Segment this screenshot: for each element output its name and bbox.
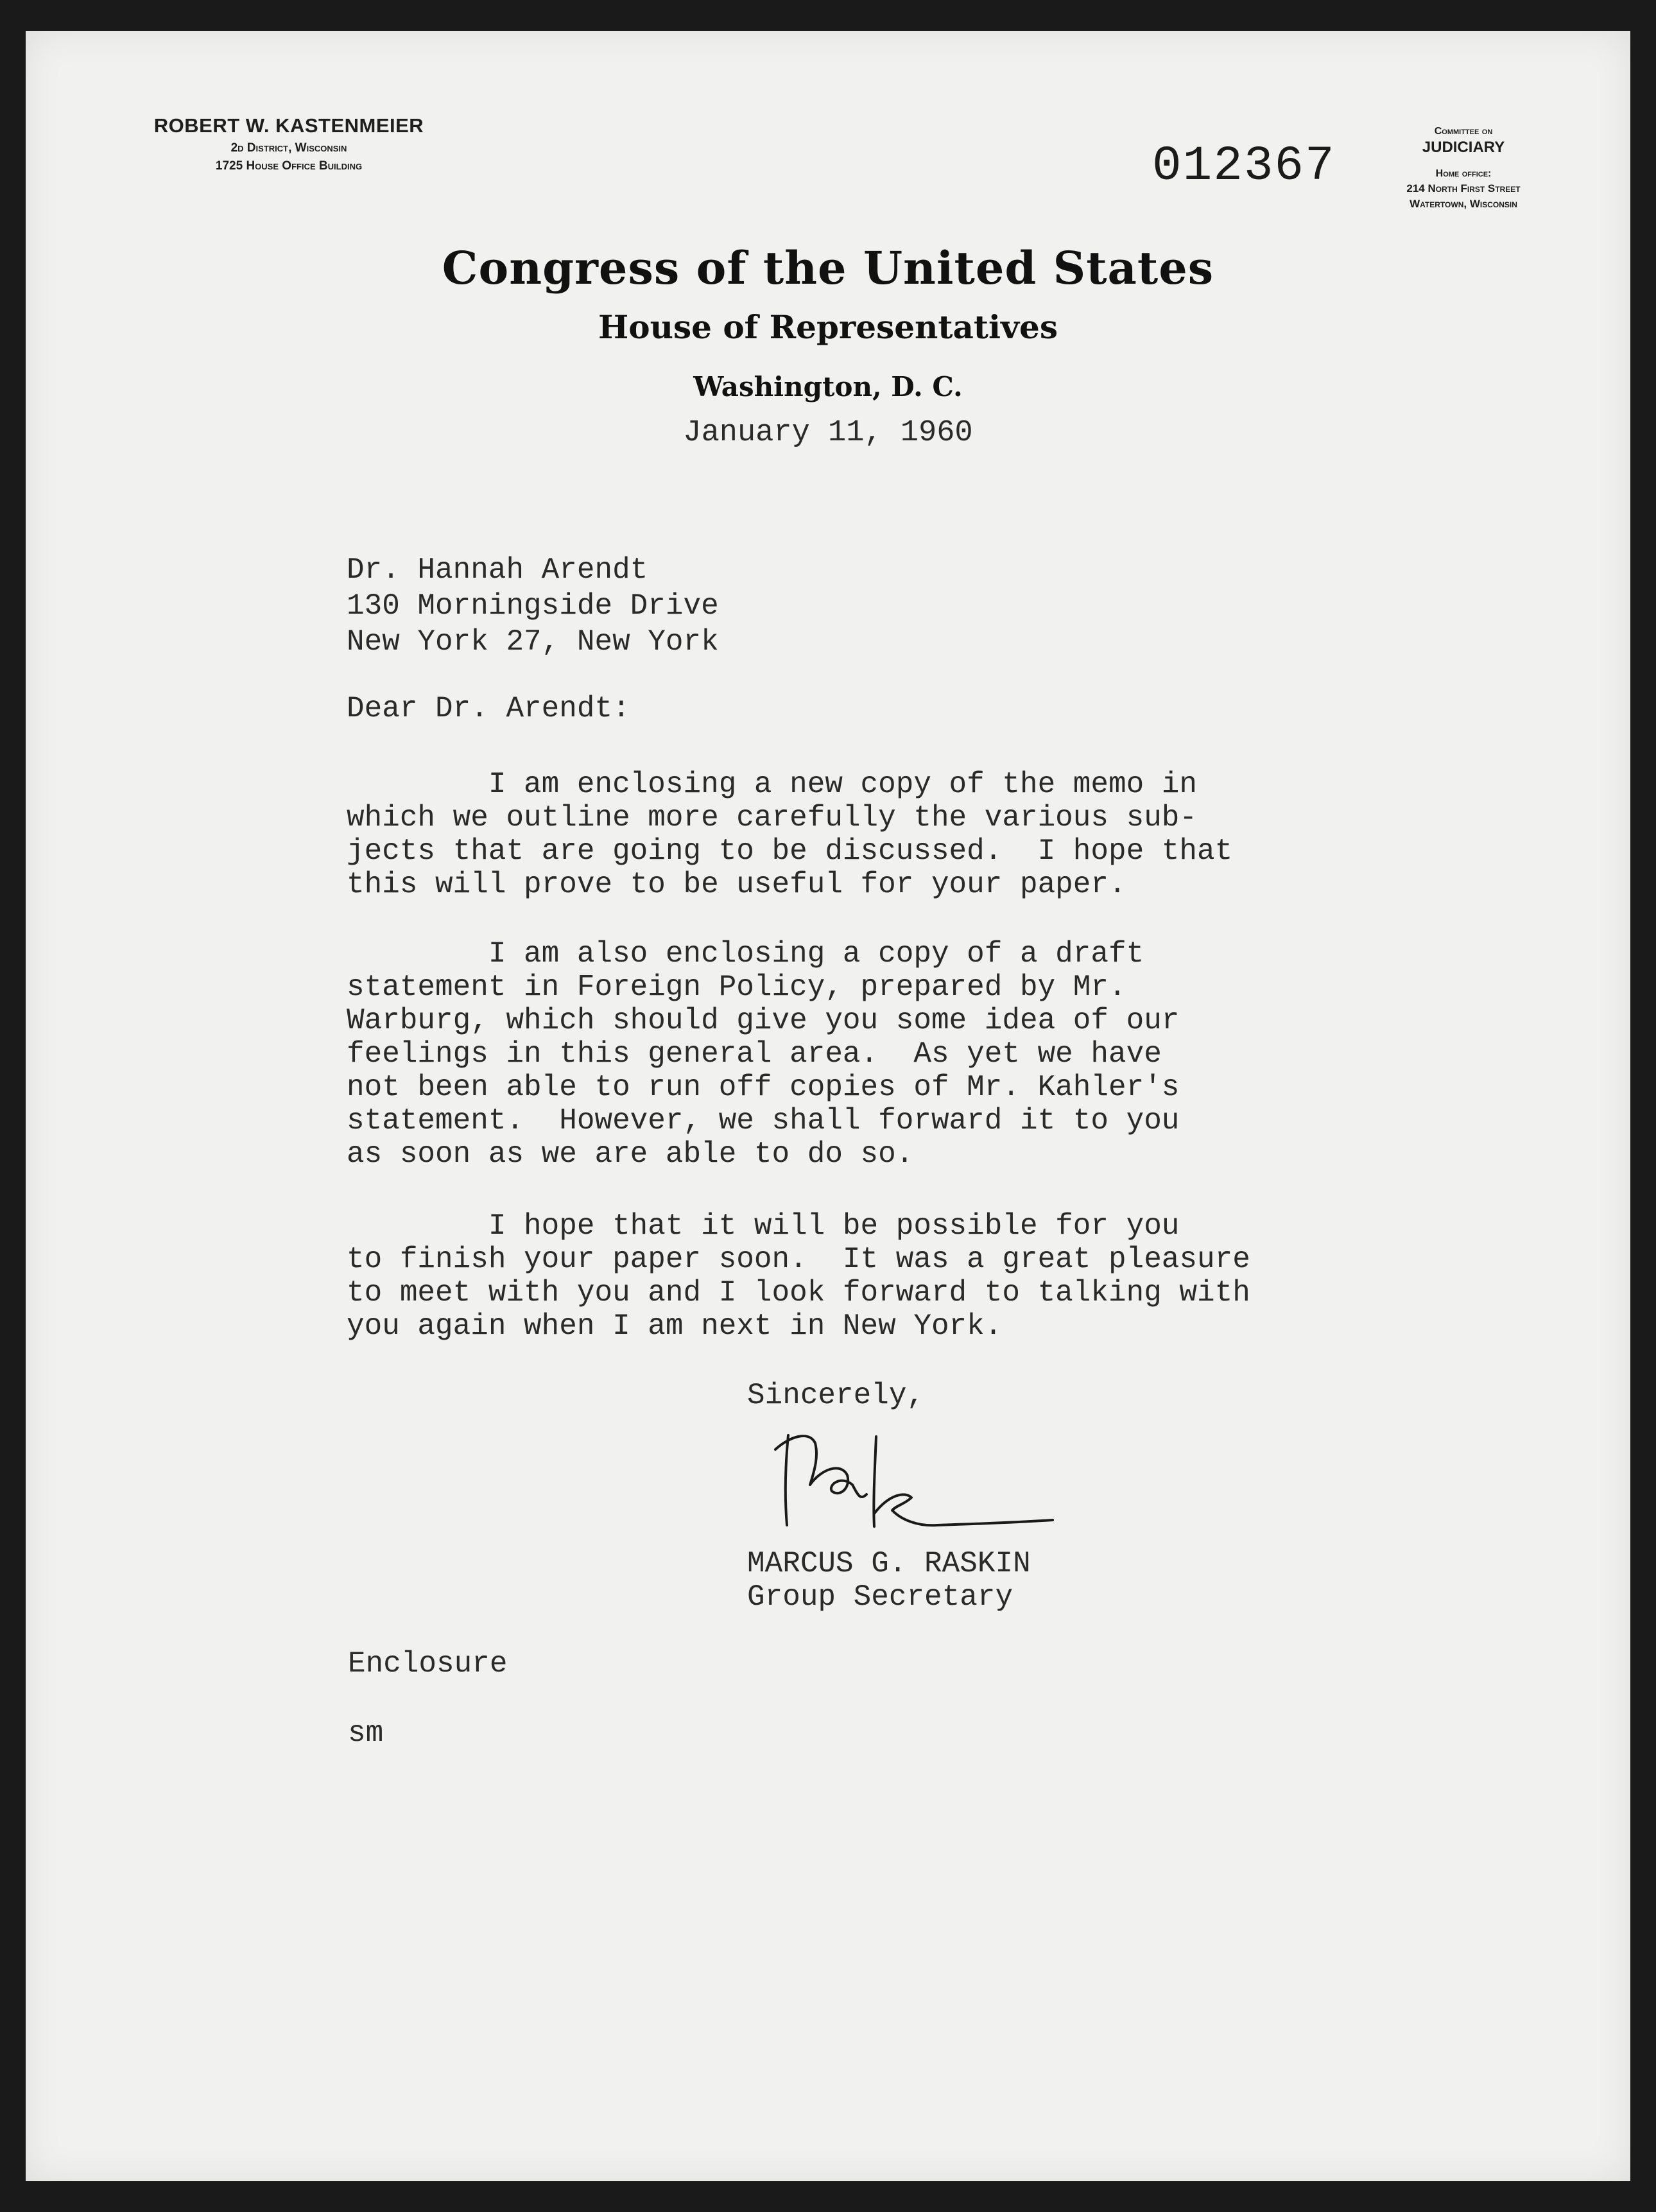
- closing: Sincerely,: [747, 1379, 925, 1412]
- salutation: Dear Dr. Arendt:: [347, 692, 630, 725]
- recipient-city: New York 27, New York: [347, 625, 719, 659]
- body-paragraph-1: I am enclosing a new copy of the memo in which we outline more carefully the various sub- jects that are going to be discussed. I hope that this will prove to be useful for your paper.: [347, 768, 1233, 901]
- representative-office: 1725 House Office Building: [215, 159, 363, 173]
- home-office-city: Watertown, Wisconsin: [1410, 198, 1517, 210]
- signer-block: [747, 1547, 1031, 1614]
- letterhead-location: Washington, D. C.: [693, 371, 963, 402]
- representative-district: 2d District, Wisconsin: [230, 141, 347, 155]
- letterhead-right-block: [1329, 126, 1598, 211]
- committee-label: Committee on: [1434, 126, 1493, 137]
- body-paragraph-3: I hope that it will be possible for you to finish your paper soon. It was a great pleasure to meet with you and I look forward to talking with you again when I am next in New York.: [347, 1209, 1250, 1343]
- committee-name: JUDICIARY: [1422, 139, 1505, 156]
- letter-date: January 11, 1960: [683, 416, 973, 450]
- handwritten-signature: [770, 1424, 1065, 1546]
- typist-initials: sm: [348, 1716, 384, 1750]
- recipient-name: Dr. Hannah Arendt: [347, 553, 648, 587]
- document-number: 012367: [1152, 139, 1336, 194]
- signer-title: Group Secretary: [747, 1580, 1013, 1614]
- letterhead-congress-title: Congress of the United States: [442, 241, 1214, 295]
- signer-name: MARCUS G. RASKIN: [747, 1547, 1031, 1580]
- letterhead-house-title: House of Representatives: [598, 308, 1058, 346]
- body-paragraph-2: I am also enclosing a copy of a draft statement in Foreign Policy, prepared by Mr. Warburg, which should give you some idea of our feelings in this general area. As yet we have not been able to run off copies of Mr. Kahler's statement. However, we shall forward it to you as soon as we are able to do so.: [347, 937, 1180, 1171]
- enclosure-note: Enclosure: [348, 1647, 508, 1681]
- recipient-street: 130 Morningside Drive: [347, 589, 719, 623]
- home-office-label: Home office:: [1435, 168, 1492, 179]
- letter-page: [26, 31, 1630, 2181]
- letterhead-left-block: [109, 114, 469, 173]
- representative-name: ROBERT W. KASTENMEIER: [153, 114, 424, 137]
- recipient-address: [347, 552, 719, 660]
- home-office-street: 214 North First Street: [1406, 182, 1521, 194]
